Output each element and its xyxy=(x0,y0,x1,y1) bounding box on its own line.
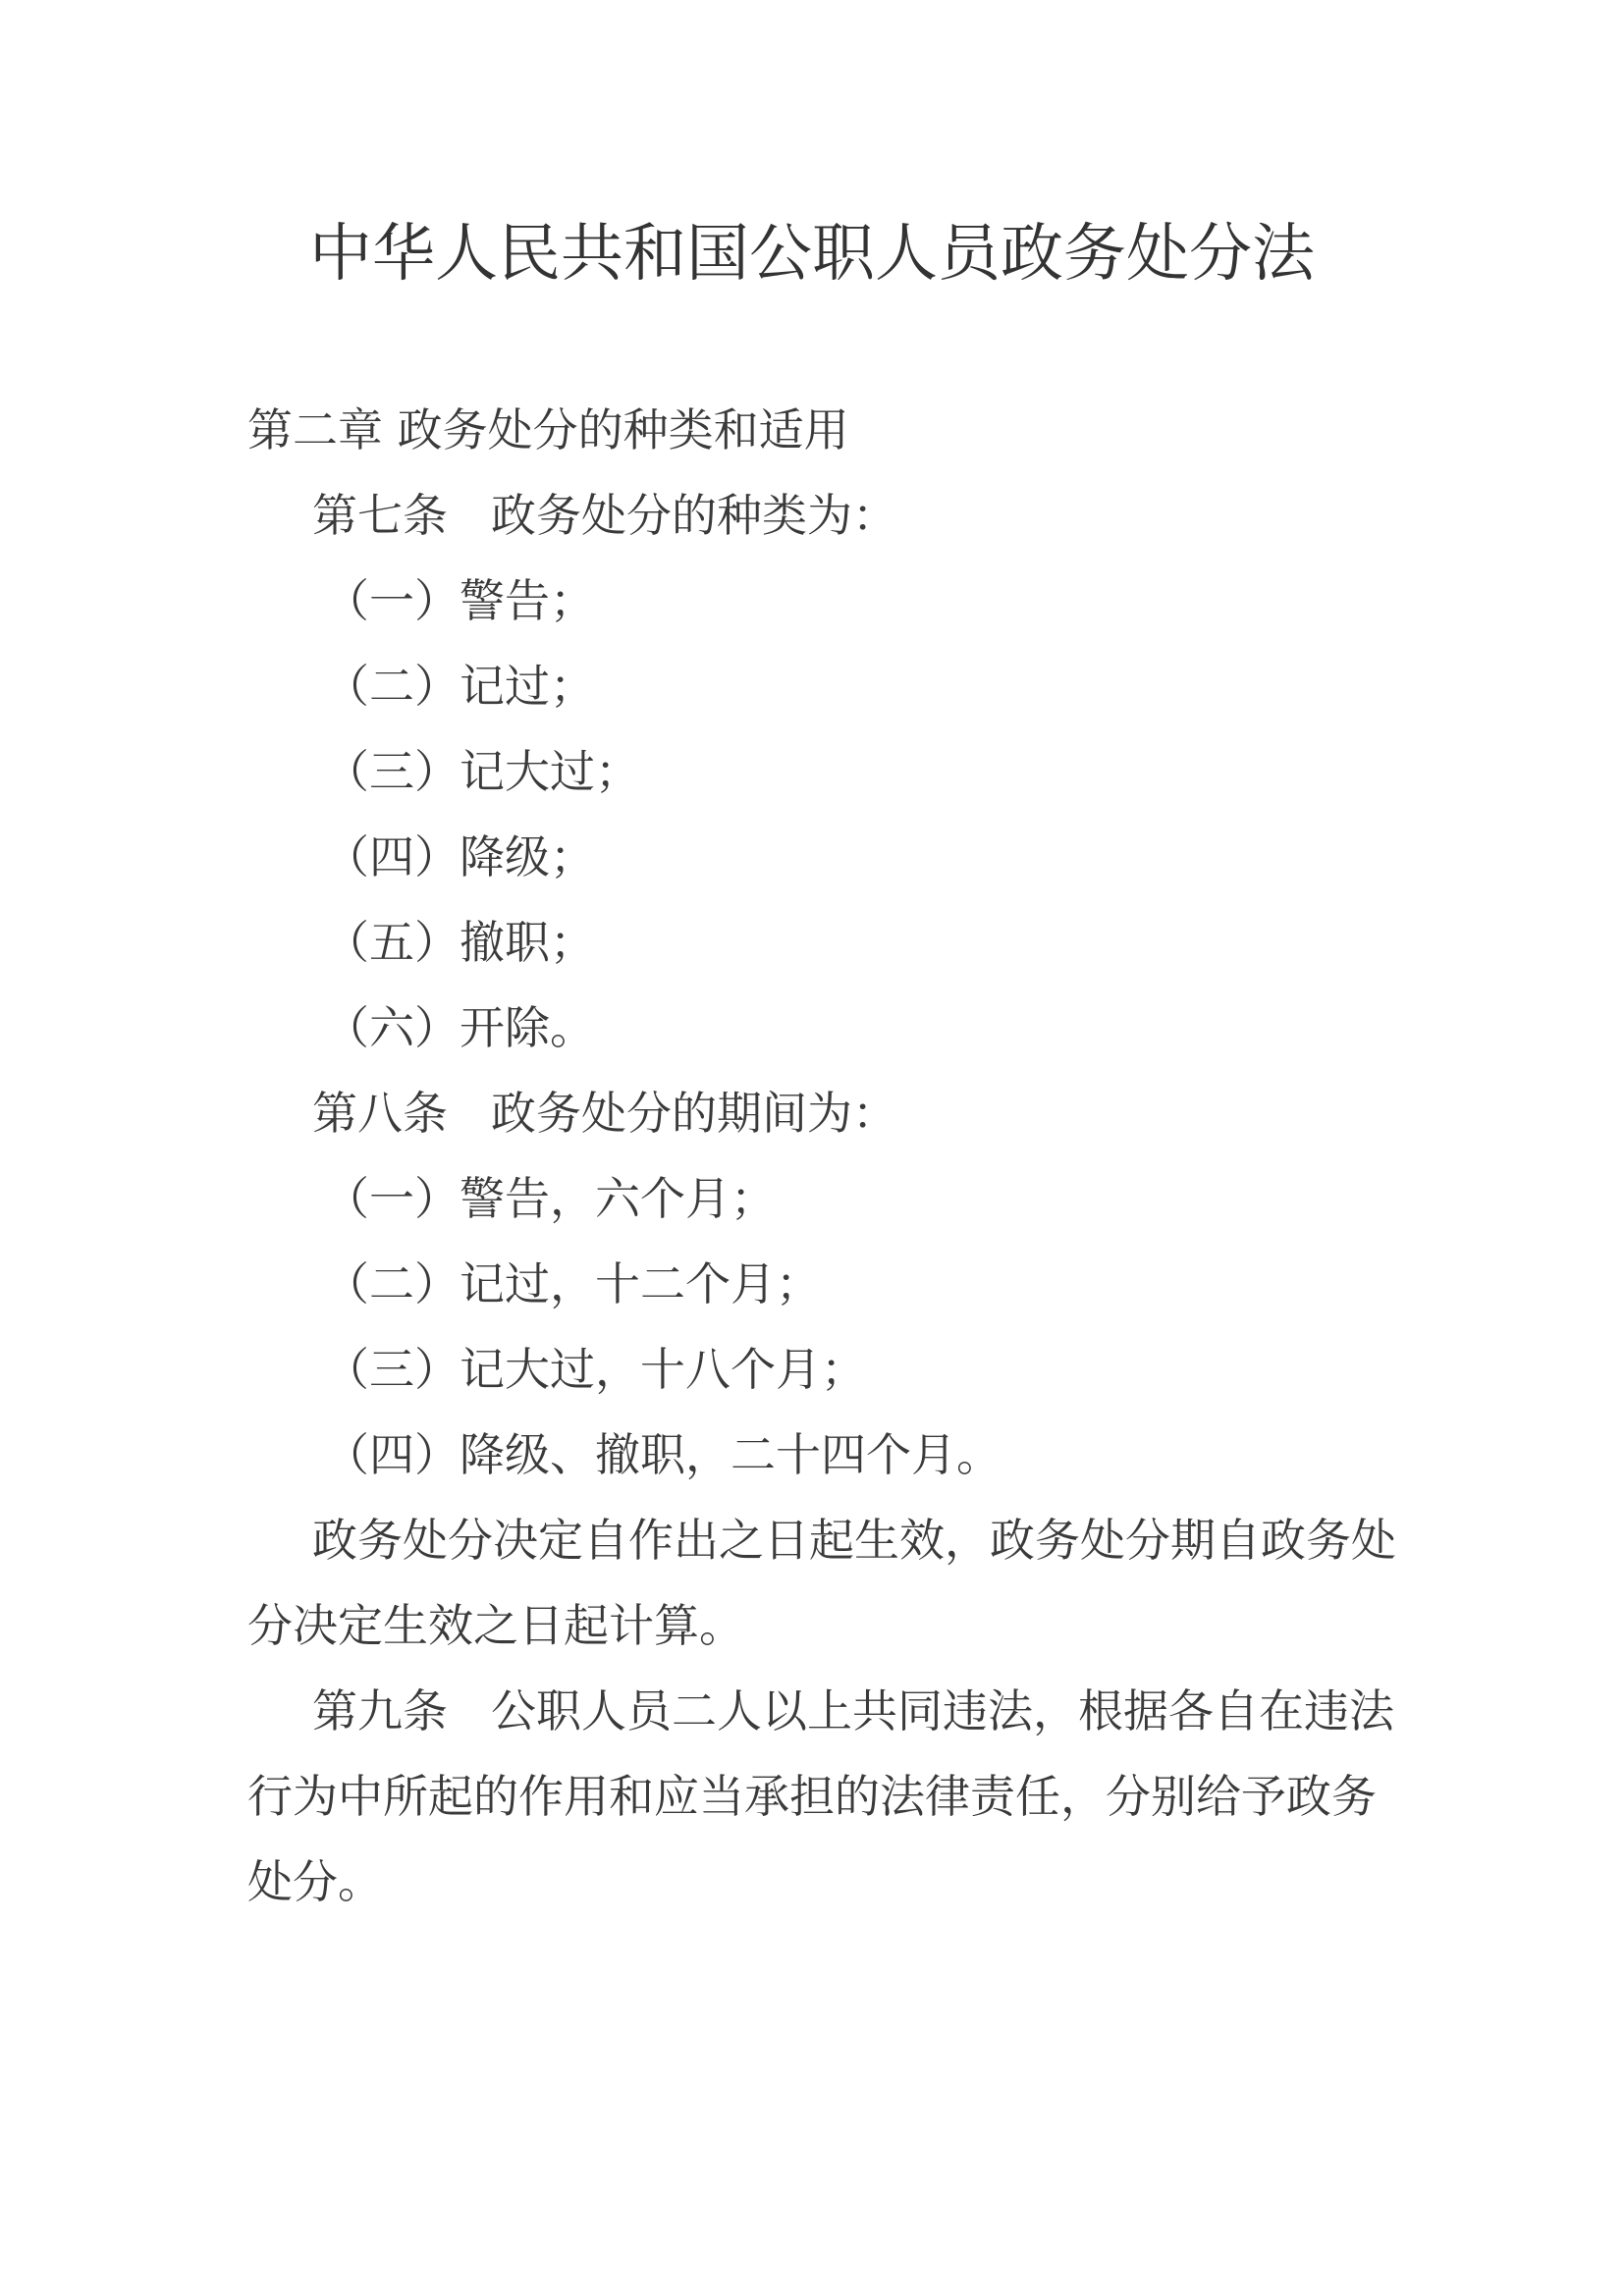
article-9-line: 行为中所起的作用和应当承担的法律责任，分别给予政务 xyxy=(247,1770,1377,1823)
chapter-heading: 第二章 政务处分的种类和适用 xyxy=(247,403,849,456)
document-title: 中华人民共和国公职人员政务处分法 xyxy=(309,218,1315,291)
article-8-item: （二）记过，十二个月； xyxy=(324,1257,821,1310)
article-7-item: （二）记过； xyxy=(324,660,595,713)
article-9-text: 公职人员二人以上共同违法，根据各自在违法 xyxy=(491,1684,1394,1737)
article-8-text: 政务处分的期间为： xyxy=(491,1087,897,1140)
article-7-item: （一）警告； xyxy=(324,574,595,627)
article-8-number: 第八条 xyxy=(312,1087,448,1140)
article-8-heading xyxy=(312,1084,897,1143)
article-7-item: （五）撤职； xyxy=(324,916,595,969)
article-7-number: 第七条 xyxy=(312,489,448,542)
article-7-text: 政务处分的种类为： xyxy=(491,489,897,542)
article-7-item: （三）记大过； xyxy=(324,745,640,798)
article-8-item: （四）降级、撤职，二十四个月。 xyxy=(324,1428,1001,1481)
article-9-number: 第九条 xyxy=(312,1684,448,1737)
article-8-item: （一）警告，六个月； xyxy=(324,1172,776,1225)
article-8-item: （三）记大过，十八个月； xyxy=(324,1343,866,1396)
article-7-heading xyxy=(312,486,897,545)
article-7-item: （六）开除。 xyxy=(324,1001,595,1054)
article-8-paragraph-line: 分决定生效之日起计算。 xyxy=(247,1599,744,1652)
article-9-line: 处分。 xyxy=(247,1855,383,1908)
article-9-heading xyxy=(312,1682,1394,1740)
article-7-item: （四）降级； xyxy=(324,830,595,883)
article-8-paragraph-line: 政务处分决定自作出之日起生效，政务处分期自政务处 xyxy=(312,1514,1396,1567)
